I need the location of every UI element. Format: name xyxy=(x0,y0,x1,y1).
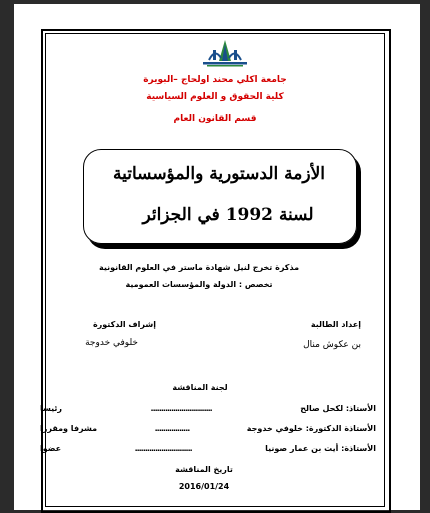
committee-member-role: عضوا xyxy=(40,444,62,453)
committee-member-role: مشرفا ومقررا xyxy=(40,424,98,433)
committee-member-dots: ................. xyxy=(154,424,190,433)
thesis-title-line1: الأزمة الدستورية والمؤسساتية xyxy=(112,164,326,184)
committee-member-role: رئيسا xyxy=(40,404,63,413)
faculty-name: كلية الحقوق و العلوم السياسية xyxy=(146,92,284,102)
defense-date: 2016/01/24 xyxy=(178,482,230,491)
document-page xyxy=(14,4,420,510)
supervisor-name: خلوفي خدوجة xyxy=(85,338,138,348)
committee-member-name: الأستاذة: أيت بن عمار صونيا xyxy=(265,444,376,453)
defense-date-label: تاريخ المناقشة xyxy=(175,465,233,474)
thesis-title-line2: لسنة 1992 في الجزائر xyxy=(142,205,314,225)
supervisor-label: إشراف الدكتورة xyxy=(92,320,156,329)
committee-member xyxy=(40,404,376,413)
memo-description: مذكرة تخرج لنيل شهادة ماستر في العلوم القانونية xyxy=(98,263,300,272)
committee-member-name: الأستاذة الدكتورة: خلوفي خدوجة xyxy=(246,424,376,433)
committee-heading: لجنة المناقشة xyxy=(172,383,228,392)
prepared-by-label: إعداد الطالبة xyxy=(310,320,361,329)
university-name: جامعة اكلي محند اولحاج –البويرة xyxy=(143,75,287,85)
specialty: تخصص : الدولة والمؤسسات العمومية xyxy=(125,280,273,289)
committee-member-dots: .............................. xyxy=(150,404,212,413)
student-name: بن عكوش منال xyxy=(303,340,361,350)
committee-member xyxy=(40,424,376,433)
committee-member-dots: ............................ xyxy=(134,444,192,453)
department-name: قسم القانون العام xyxy=(173,114,257,124)
committee-member-name: الأستاذ: لكحل صالح xyxy=(300,404,376,413)
committee-member xyxy=(40,444,376,453)
university-logo-icon xyxy=(199,38,251,68)
